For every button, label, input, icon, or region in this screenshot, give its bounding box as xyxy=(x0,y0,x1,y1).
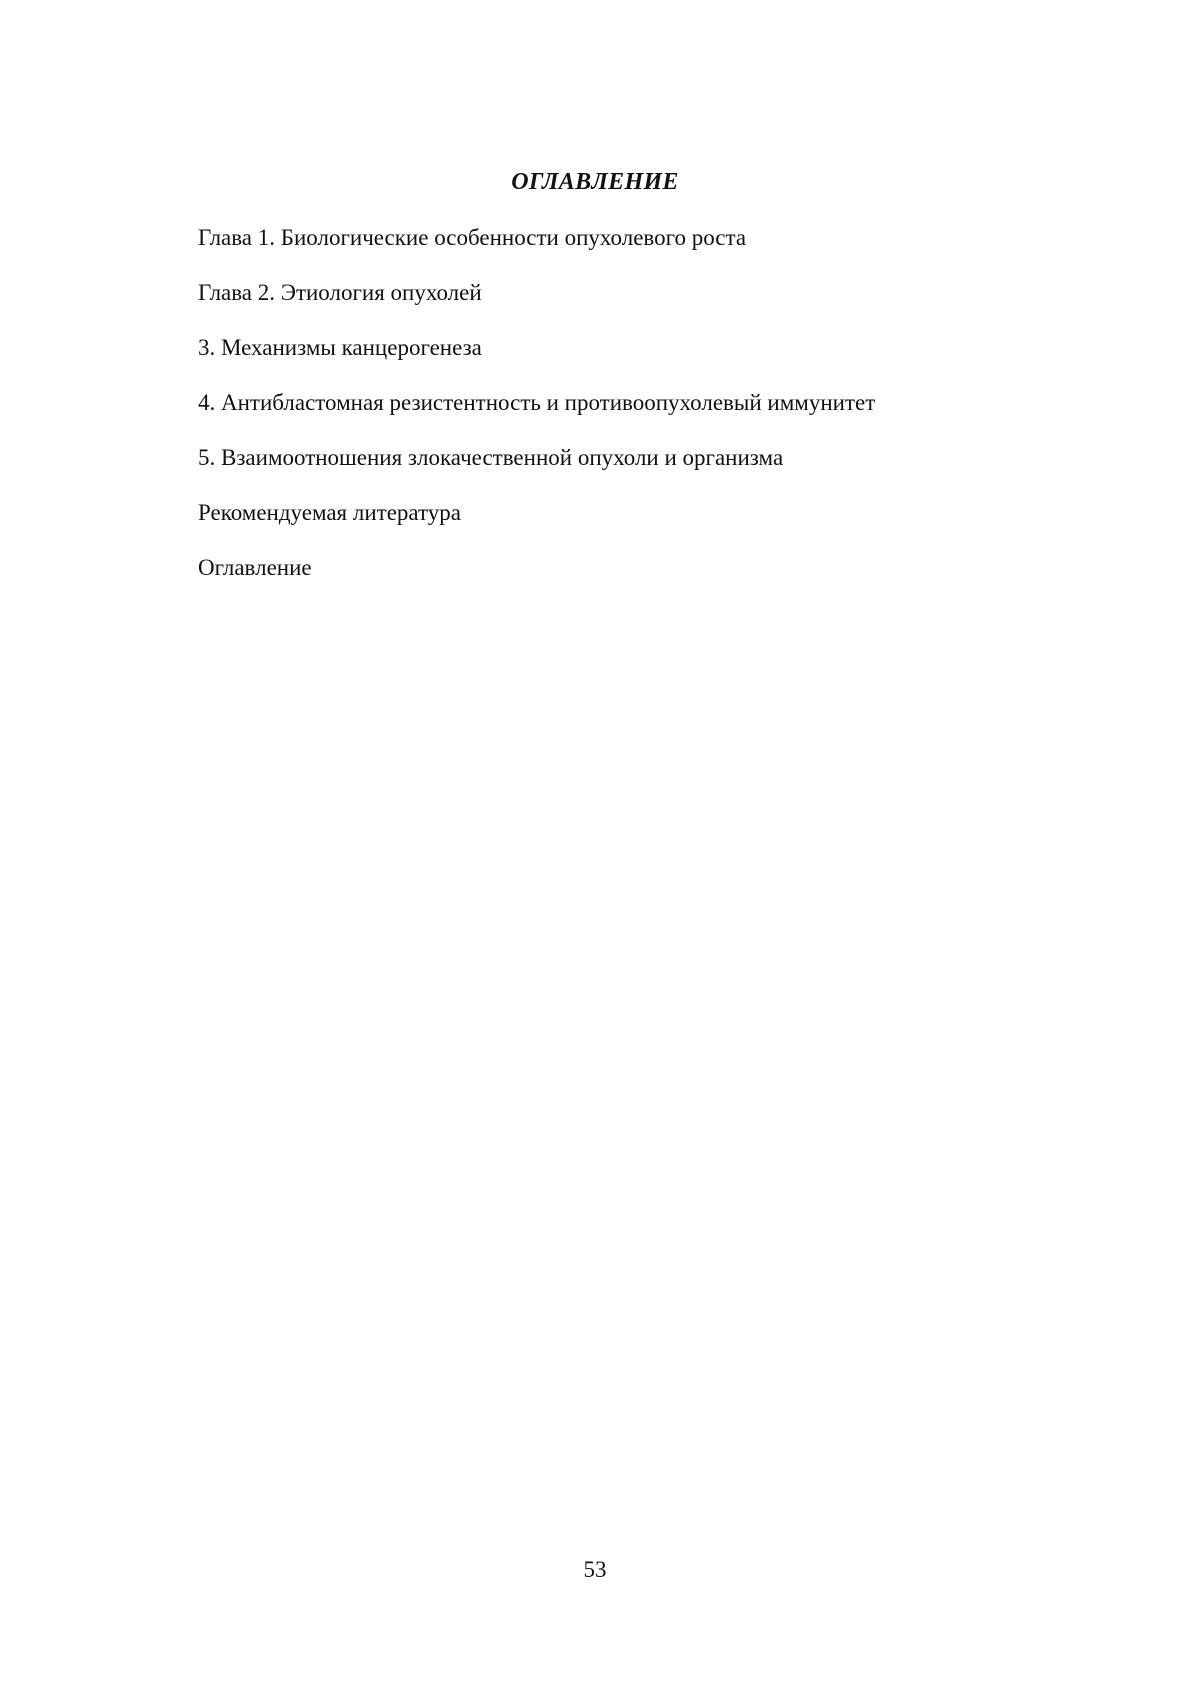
toc-entry-chapter-1: Глава 1. Биологические особенности опухолевого роста xyxy=(198,225,747,250)
toc-heading: ОГЛАВЛЕНИЕ xyxy=(511,169,679,195)
toc-entry-chapter-3: 3. Механизмы канцерогенеза xyxy=(198,335,482,360)
toc-entry-chapter-2: Глава 2. Этиология опухолей xyxy=(198,280,482,305)
table-of-contents xyxy=(198,222,875,607)
page-number: 53 xyxy=(583,1557,607,1582)
toc-entry-contents: Оглавление xyxy=(198,555,312,580)
toc-entry-chapter-4: 4. Антибластомная резистентность и противоопухолевый иммунитет xyxy=(198,390,876,415)
toc-entry-literature: Рекомендуемая литература xyxy=(198,500,461,525)
toc-entry-chapter-5: 5. Взаимоотношения злокачественной опухоли и организма xyxy=(198,445,784,470)
